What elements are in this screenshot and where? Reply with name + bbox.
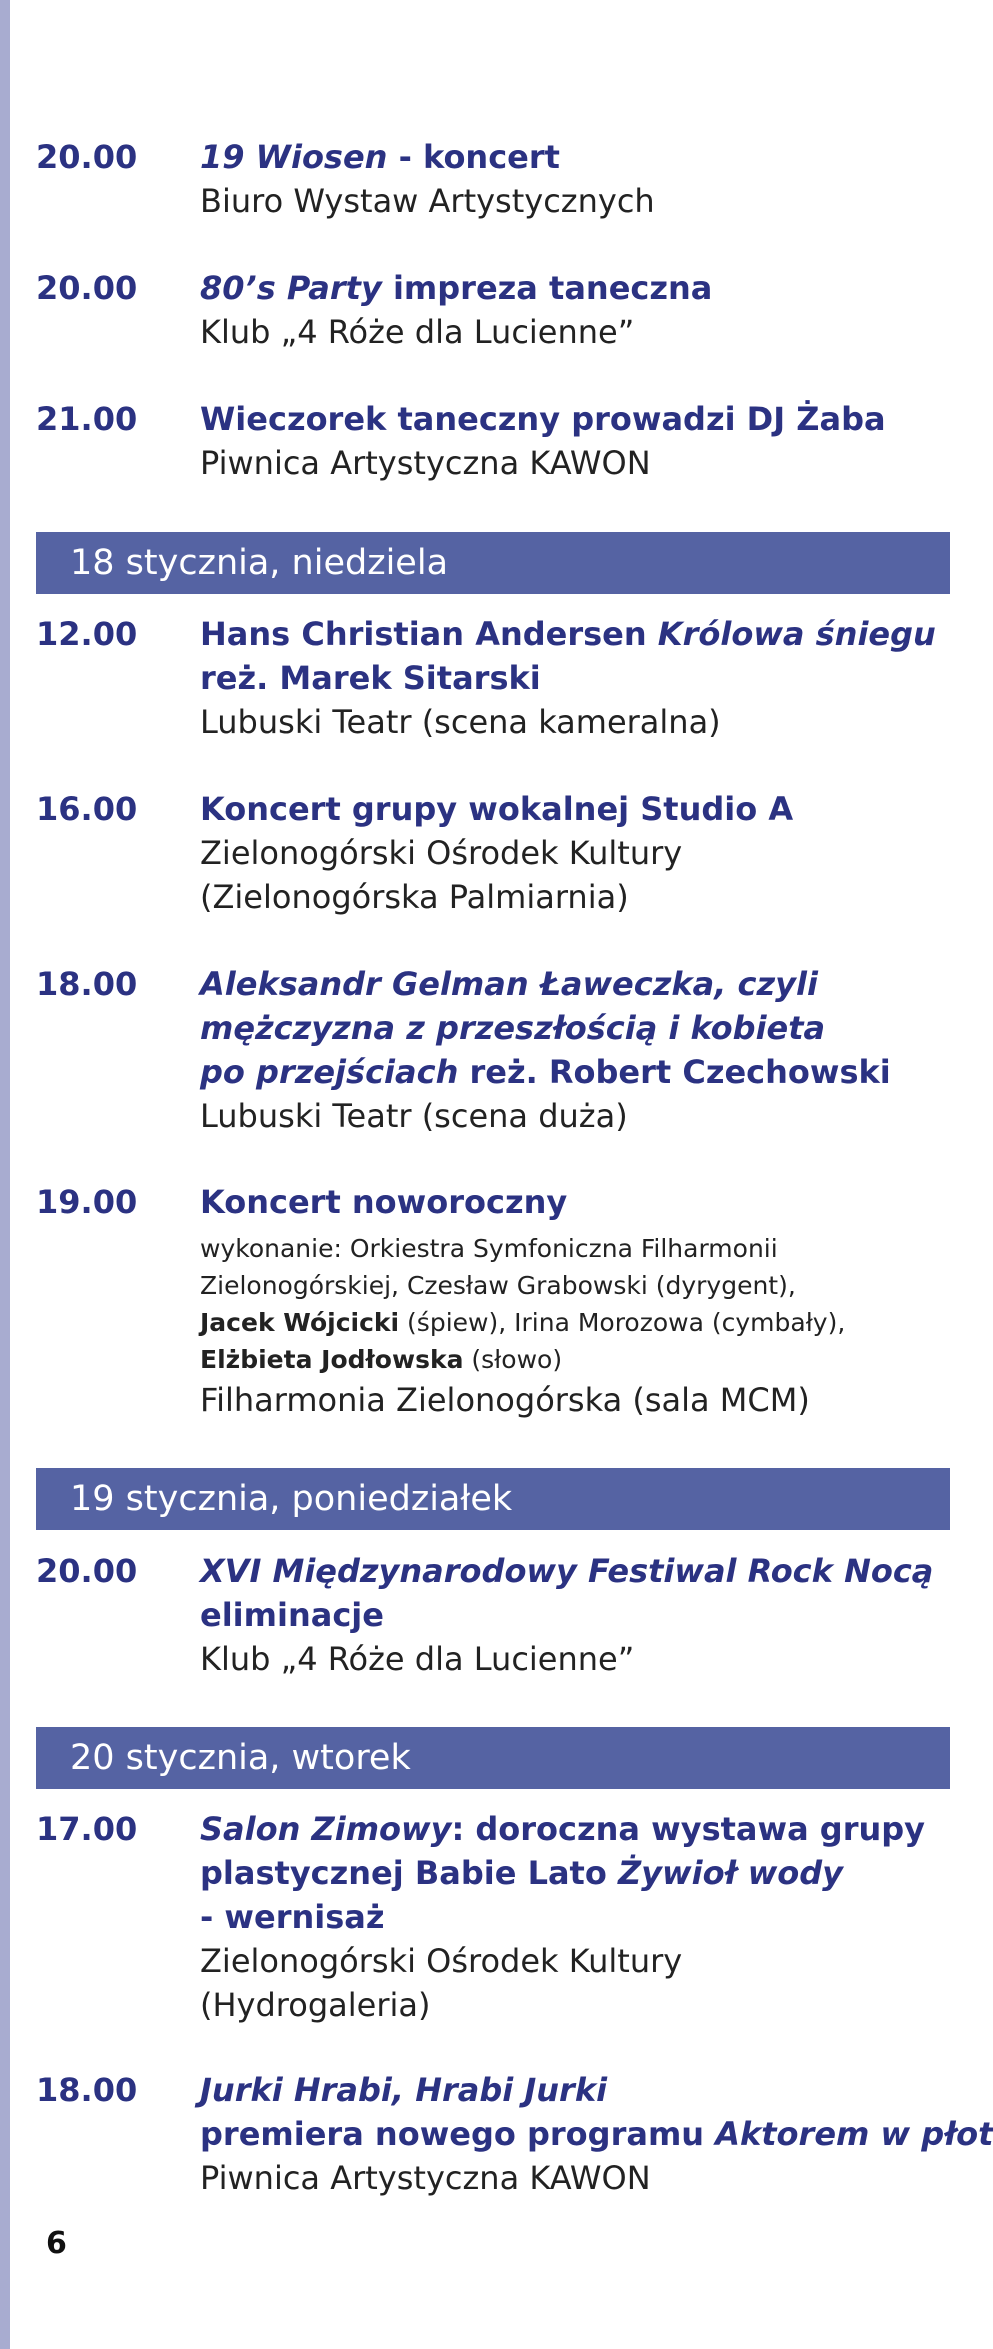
event-title: Jurki Hrabi, Hrabi Jurki: [200, 2071, 608, 2109]
event-title: 19 Wiosen - koncert: [200, 138, 560, 176]
event-venue: Filharmonia Zielonogórska (sala MCM): [200, 1381, 810, 1419]
event-title-cont: premiera nowego programu Aktorem w płot: [200, 2115, 993, 2153]
event-performers: Elżbieta Jodłowska (słowo): [200, 1345, 563, 1374]
event-time: 16.00: [36, 790, 138, 828]
event-time: 18.00: [36, 2071, 138, 2109]
event-title: Aleksandr Gelman Ławeczka, czyli: [200, 965, 818, 1003]
event-director: reż. Marek Sitarski: [200, 659, 541, 697]
event-title: 80’s Party impreza taneczna: [200, 269, 713, 307]
event-venue: Klub „4 Róże dla Lucienne”: [200, 1640, 635, 1678]
event-title: XVI Międzynarodowy Festiwal Rock Nocą: [200, 1552, 934, 1590]
event-venue: Lubuski Teatr (scena duża): [200, 1097, 628, 1135]
event-venue: Zielonogórski Ośrodek Kultury: [200, 1942, 683, 1980]
event-title-cont: mężczyzna z przeszłością i kobieta: [200, 1009, 826, 1047]
event-performers: Zielonogórskiej, Czesław Grabowski (dyrygent),: [200, 1271, 796, 1300]
event-performers: Jacek Wójcicki (śpiew), Irina Morozowa (cymbały),: [200, 1308, 846, 1337]
left-margin-stripe: [0, 0, 10, 2349]
event-title: Salon Zimowy: doroczna wystawa grupy: [200, 1810, 926, 1848]
event-title-cont: po przejściach reż. Robert Czechowski: [200, 1053, 891, 1091]
event-time: 12.00: [36, 615, 138, 653]
event-time: 17.00: [36, 1810, 138, 1848]
page-number: 6: [46, 2226, 67, 2261]
event-time: 20.00: [36, 138, 138, 176]
event-venue: Piwnica Artystyczna KAWON: [200, 444, 651, 482]
event-time: 21.00: [36, 400, 138, 438]
event-title: Koncert grupy wokalnej Studio A: [200, 790, 794, 828]
day-header: 18 stycznia, niedziela: [36, 532, 950, 594]
event-venue-detail: (Zielonogórska Palmiarnia): [200, 878, 629, 916]
event-title: Hans Christian Andersen Królowa śniegu: [200, 615, 936, 653]
event-title: Wieczorek taneczny prowadzi DJ Żaba: [200, 400, 886, 438]
event-subtitle: eliminacje: [200, 1596, 384, 1634]
event-time: 20.00: [36, 269, 138, 307]
event-venue-detail: (Hydrogaleria): [200, 1986, 431, 2024]
event-title-cont: plastycznej Babie Lato Żywioł wody: [200, 1854, 843, 1892]
event-time: 19.00: [36, 1183, 138, 1221]
event-venue: Klub „4 Róże dla Lucienne”: [200, 313, 635, 351]
event-time: 20.00: [36, 1552, 138, 1590]
day-header: 20 stycznia, wtorek: [36, 1727, 950, 1789]
event-venue: Lubuski Teatr (scena kameralna): [200, 703, 721, 741]
event-title: Koncert noworoczny: [200, 1183, 568, 1221]
event-title-cont: - wernisaż: [200, 1898, 385, 1936]
event-time: 18.00: [36, 965, 138, 1003]
event-performers: wykonanie: Orkiestra Symfoniczna Filharmonii: [200, 1234, 778, 1263]
event-venue: Biuro Wystaw Artystycznych: [200, 182, 655, 220]
event-venue: Zielonogórski Ośrodek Kultury: [200, 834, 683, 872]
event-venue: Piwnica Artystyczna KAWON: [200, 2159, 651, 2197]
day-header: 19 stycznia, poniedziałek: [36, 1468, 950, 1530]
